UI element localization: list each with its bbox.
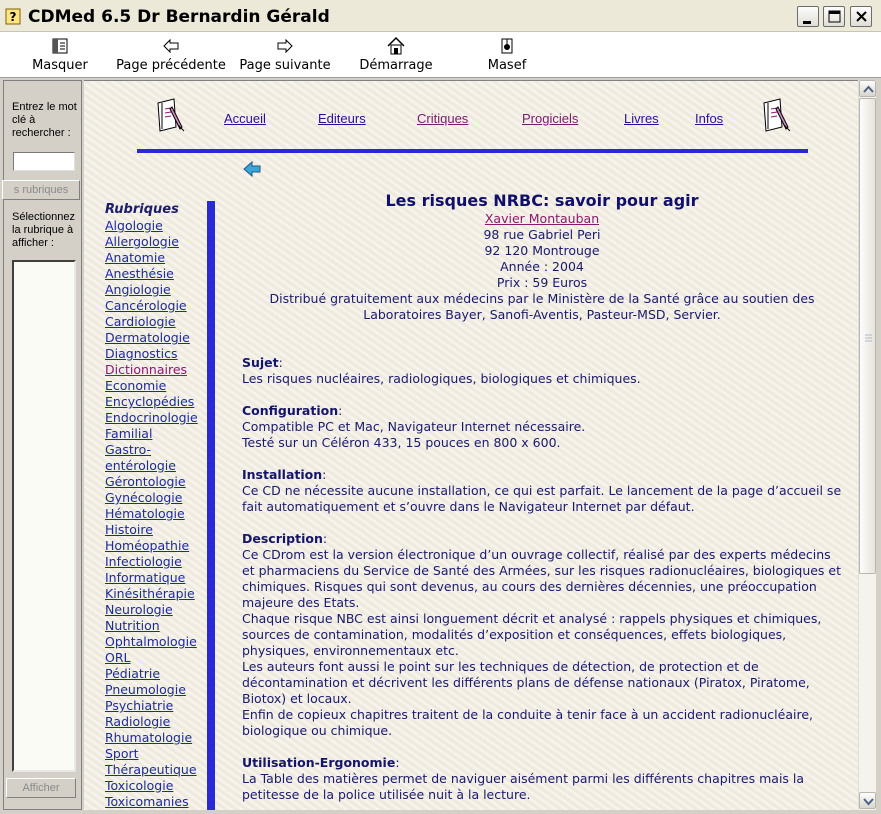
rubrique-link[interactable]: Encyclopédies — [105, 394, 195, 409]
rubrique-link[interactable]: Sport — [105, 746, 139, 761]
masef-label: Masef — [487, 58, 527, 73]
masef-button[interactable] — [484, 36, 530, 73]
minimize-icon — [798, 7, 820, 28]
maximize-icon — [824, 7, 846, 28]
content-pane — [84, 80, 858, 810]
rubrique-link[interactable]: Thérapeutique — [105, 762, 197, 777]
book-pen-icon — [154, 97, 186, 135]
arrow-left-icon — [161, 36, 181, 56]
rubrique-link[interactable]: Diagnostics — [105, 346, 178, 361]
rubrique-link[interactable]: Neurologie — [105, 602, 173, 617]
description-heading: Description — [242, 531, 323, 546]
rubrique-link[interactable]: Informatique — [105, 570, 186, 585]
app-help-icon — [5, 8, 21, 25]
rubrique-link[interactable]: Infectiologie — [105, 554, 182, 569]
vertical-scrollbar[interactable] — [858, 80, 876, 810]
scroll-thumb[interactable] — [859, 98, 876, 574]
rubrique-link[interactable]: Histoire — [105, 522, 153, 537]
nav-infos-link[interactable]: Infos — [695, 111, 724, 126]
home-icon — [386, 36, 406, 56]
price: Prix : 59 Euros — [496, 275, 588, 290]
rubrique-link[interactable]: Rhumatologie — [105, 730, 193, 745]
rubrique-link[interactable]: Gastro- — [105, 442, 152, 457]
sujet-text: Les risques nucléaires, radiologiques, biologiques et chimiques. — [242, 371, 641, 386]
rubrique-link[interactable]: Nutrition — [105, 618, 160, 633]
scroll-down-button[interactable] — [859, 792, 876, 809]
select-label-3: afficher : — [12, 237, 54, 249]
rubrique-link[interactable]: Pneumologie — [105, 682, 186, 697]
utilisation-heading: Utilisation-Ergonomie — [242, 755, 396, 770]
afficher-button[interactable]: Afficher — [6, 778, 76, 798]
close-icon — [851, 7, 873, 28]
home-button[interactable] — [358, 36, 434, 73]
rubrique-link[interactable]: Gynécologie — [105, 490, 183, 505]
nav-critiques-link[interactable]: Critiques — [417, 111, 469, 126]
rubriques-menu — [105, 202, 215, 810]
address-line-1: 98 rue Gabriel Peri — [483, 227, 601, 242]
rubrique-link[interactable]: Radiologie — [105, 714, 171, 729]
rubrique-link[interactable]: Hématologie — [105, 506, 185, 521]
rubrique-link[interactable]: Endocrinologie — [105, 410, 198, 425]
rubrique-link[interactable]: Gérontologie — [105, 474, 186, 489]
rubrique-link[interactable]: Psychiatrie — [105, 698, 174, 713]
rubriques-heading: Rubriques — [105, 202, 179, 217]
distribution-note: Distribué gratuitement aux médecins par le Ministère de la Santé grâce au soutien des Laboratoires Bayer, Sanofi-Aventis, Pasteur-MSD, Servier. — [269, 291, 815, 322]
description-text-4: Enfin de copieux chapitres traitent de la conduite à tenir face à un accident radionucléaire, biologique ou chimique. — [242, 707, 813, 738]
configuration-text-2: Testé sur un Céléron 433, 15 pouces en 800 x 600. — [242, 435, 561, 450]
title-bar — [0, 0, 881, 32]
previous-page-button[interactable] — [116, 36, 226, 73]
back-arrow-icon[interactable] — [243, 161, 261, 177]
maximize-button[interactable] — [823, 6, 845, 27]
rubrique-link[interactable]: Angiologie — [105, 282, 171, 297]
rubrique-link[interactable]: Ophtalmologie — [105, 634, 197, 649]
rubrique-link[interactable]: ORL — [105, 650, 131, 665]
rubrique-link[interactable]: Allergologie — [105, 234, 179, 249]
description-text-3: Les auteurs font aussi le point sur les techniques de détection, de protection et de décontamination et décrivent les différents plans de défense nationaux (Piratox, Piratome, Biotox) et locaux. — [242, 659, 810, 706]
configuration-text-1: Compatible PC et Mac, Navigateur Internet nécessaire. — [242, 419, 586, 434]
description-section: Description: Ce CDrom est la version électronique d’un ouvrage collectif, réalisé par des experts médecins et pharmaciens du Service de Santé des Armées, sur les risques radionucléaires, biologiques et chimiques. Risques qui sont devenus, au cours des dernières décennies, une préoccupation majeure des Etats. Chaque risque NBC est ainsi longuement décrit et analysé : rappels physiques et chimiques, sources de contamination, modalités d’exposition et conséquences, effets biologiques, physiques, environnementaux etc. Les auteurs font aussi le point sur les techniques de détection, de protection et de décontamination et décrivent les différents plans de défense nationaux (Piratox, Piratome, Biotox) et locaux. Enfin de copieux chapitres traitent de la conduite à tenir face à un accident radionucléaire, biologique ou chimique. — [242, 531, 842, 738]
arrow-right-icon — [275, 36, 295, 56]
select-label-1: Sélectionnez — [12, 211, 75, 223]
previous-page-label: Page précédente — [116, 58, 226, 73]
nav-progiciels-link[interactable]: Progiciels — [522, 111, 579, 126]
installation-heading: Installation — [242, 467, 323, 482]
window-title: CDMed 6.5 Dr Bernardin Gérald — [28, 7, 330, 27]
nav-editeurs-link[interactable]: Editeurs — [318, 111, 366, 126]
description-text-2: Chaque risque NBC est ainsi longuement décrit et analysé : rappels physiques et chimiques, sources de contamination, modalités d’exposition et conséquences, effets biologiques, physiques, environnementaux etc. — [242, 611, 822, 658]
rubrique-link[interactable]: Algologie — [105, 218, 163, 233]
chevron-down-icon — [860, 793, 877, 810]
search-label-2: clé à — [12, 114, 36, 126]
rubrique-link[interactable]: Toxicologie — [105, 778, 174, 793]
nav-livres-link[interactable]: Livres — [624, 111, 659, 126]
sujet-heading: Sujet — [242, 355, 279, 370]
rubrique-link[interactable]: Pédiatrie — [105, 666, 161, 681]
sujet-section: Sujet: Les risques nucléaires, radiologiques, biologiques et chimiques. — [242, 355, 842, 387]
grip-icon — [860, 99, 877, 575]
next-page-button[interactable] — [238, 36, 332, 73]
search-label-1: Entrez le mot — [12, 101, 77, 113]
address-line-2: 92 120 Montrouge — [484, 243, 600, 258]
article — [242, 193, 842, 803]
rubrique-link[interactable]: Dermatologie — [105, 330, 190, 345]
rubrique-link[interactable]: Anesthésie — [105, 266, 174, 281]
rubrique-link[interactable]: Homéopathie — [105, 538, 190, 553]
rubriques-search-button[interactable]: s rubriques — [2, 180, 80, 200]
search-panel — [3, 80, 82, 810]
select-label-2: la rubrique à — [12, 224, 74, 236]
home-label: Démarrage — [359, 58, 433, 73]
author-link[interactable]: Xavier Montauban — [484, 211, 600, 226]
header-divider — [137, 149, 808, 153]
rubriques-divider — [207, 201, 215, 810]
installation-text: Ce CD ne nécessite aucune installation, ce qui est parfait. Le lancement de la page d’accueil se fait automatiquement et s’ouvre dans le Navigateur Internet par défaut. — [242, 483, 842, 514]
rubrique-link[interactable]: Economie — [105, 378, 167, 393]
masquer-label: Masquer — [32, 58, 88, 73]
toolbar — [0, 32, 881, 78]
hide-panel-icon — [50, 36, 70, 56]
rubrique-link[interactable]: Cardiologie — [105, 314, 176, 329]
scroll-up-button[interactable] — [859, 80, 876, 97]
rubrique-link[interactable]: entérologie — [105, 458, 176, 473]
configuration-heading: Configuration — [242, 403, 339, 418]
masef-icon — [497, 36, 517, 56]
masquer-button[interactable] — [26, 36, 94, 73]
close-button[interactable] — [850, 6, 872, 27]
minimize-button[interactable] — [797, 6, 819, 27]
utilisation-section: Utilisation-Ergonomie: La Table des matières permet de naviguer aisément parmi les différents chapitres mais la petitesse de la police utilisée nuit à la lecture. — [242, 755, 842, 803]
book-pen-icon — [760, 97, 792, 135]
nav-accueil-link[interactable]: Accueil — [224, 111, 266, 126]
search-input[interactable] — [13, 152, 75, 171]
rubrique-link[interactable]: Familial — [105, 426, 153, 441]
rubrique-link[interactable]: Dictionnaires — [105, 362, 188, 377]
chevron-up-icon — [860, 81, 877, 98]
utilisation-text: La Table des matières permet de naviguer aisément parmi les différents chapitres mais la petitesse de la police utilisée nuit à la lecture. — [242, 771, 805, 802]
rubrique-link[interactable]: Toxicomanies — [105, 794, 189, 809]
svg-text:?: ? — [9, 10, 17, 24]
rubrique-link[interactable]: Kinésithérapie — [105, 586, 195, 601]
installation-section: Installation: Ce CD ne nécessite aucune installation, ce qui est parfait. Le lancement de la page d’accueil se fait automatiquement et s’ouvre dans le Navigateur Internet par défaut. — [242, 467, 842, 514]
description-text-1: Ce CDrom est la version électronique d’un ouvrage collectif, réalisé par des experts médecins et pharmaciens du Service de Santé des Armées, sur les risques radionucléaires, biologiques et chimiques. Risques qui sont devenus, au cours des dernières décennies, une préoccupation majeure des Etats. — [242, 547, 842, 610]
next-page-label: Page suivante — [239, 58, 331, 73]
article-title: Les risques NRBC: savoir pour agir — [385, 191, 699, 210]
search-label-3: rechercher : — [12, 127, 71, 139]
rubrique-link[interactable]: Anatomie — [105, 250, 166, 265]
configuration-section: Configuration: Compatible PC et Mac, Navigateur Internet nécessaire. Testé sur un Céléron 433, 15 pouces en 800 x 600. — [242, 403, 842, 451]
rubrique-link[interactable]: Cancérologie — [105, 298, 187, 313]
rubrique-listbox[interactable] — [12, 260, 76, 772]
year: Année : 2004 — [500, 259, 584, 274]
